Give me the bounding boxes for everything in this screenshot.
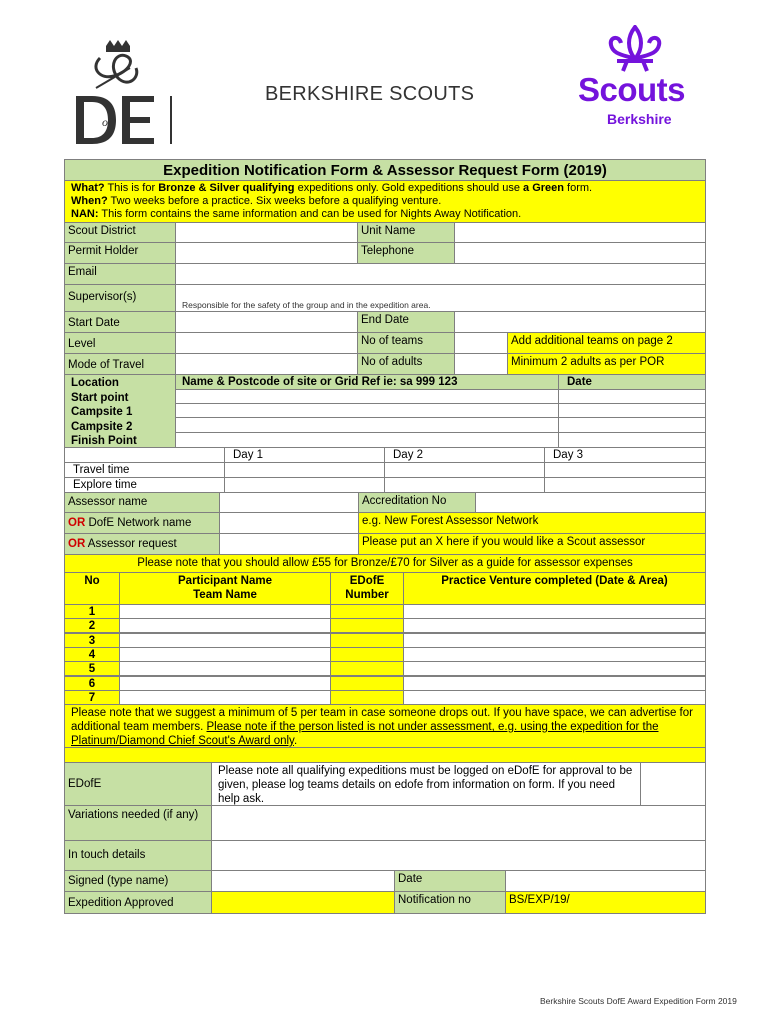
- participant-name-field[interactable]: [119, 604, 331, 619]
- assessor-request-text: Assessor request: [85, 538, 177, 550]
- what-bold: Bronze & Silver qualifying: [158, 182, 295, 194]
- approved-field[interactable]: [211, 891, 395, 914]
- dofe-crest-icon: [70, 38, 180, 148]
- what-label: What?: [71, 182, 105, 194]
- date-label: Date: [394, 870, 506, 892]
- location-header: [64, 374, 176, 448]
- no-of-teams-label: No of teams: [357, 332, 455, 354]
- email-field[interactable]: [175, 263, 706, 285]
- notification-no-label: Notification no: [394, 891, 506, 914]
- network-name-field[interactable]: [219, 512, 359, 534]
- explore-time-day-3[interactable]: [544, 477, 706, 493]
- what-text-1: This is for: [104, 182, 159, 194]
- permit-holder-label: Permit Holder: [64, 242, 176, 264]
- notification-no-field[interactable]: BS/EXP/19/: [505, 891, 706, 914]
- participant-number: 4: [64, 647, 120, 662]
- variations-label: Variations needed (if any): [64, 805, 212, 841]
- when-label: When?: [71, 195, 108, 207]
- footer-text: Berkshire Scouts DofE Award Expedition Form 2019: [540, 996, 737, 1006]
- participant-edofe-field[interactable]: [330, 690, 404, 705]
- team-note-underlined: Please note if the person listed is not under assessment, e.g. using the expedition for the Platinum/Diamond Chief Scout's Award only: [71, 721, 659, 747]
- edofe-number-header-2: Number: [345, 589, 389, 601]
- start-date-label: Start Date: [64, 311, 176, 333]
- location-name-header: Name & Postcode of site or Grid Ref ie: sa 999 123: [175, 374, 559, 390]
- edofe-note: Please note all qualifying expeditions must be logged on eDofE for approval to be given, please log teams details on edofe from information on form. If you need help ask.: [211, 762, 641, 806]
- network-name-label: [64, 512, 220, 534]
- approved-label: Expedition Approved: [64, 891, 212, 914]
- edofe-number-header-1: EDofE: [349, 575, 385, 587]
- scouts-logo-text: Scouts: [578, 71, 686, 108]
- finish-point-date-field[interactable]: [558, 432, 706, 448]
- nan-label: NAN:: [71, 208, 99, 220]
- scout-district-label: Scout District: [64, 222, 176, 243]
- participant-edofe-field[interactable]: [330, 633, 404, 648]
- practice-venture-header: Practice Venture completed (Date & Area): [403, 572, 706, 605]
- org-title: BERKSHIRE SCOUTS: [265, 83, 475, 105]
- assessor-name-field[interactable]: [219, 492, 359, 513]
- location-campsite-2: Campsite 2: [71, 420, 133, 433]
- end-date-field[interactable]: [454, 311, 706, 333]
- location-date-header: Date: [558, 374, 706, 390]
- explore-time-label: Explore time: [64, 477, 225, 493]
- participant-name-header: [119, 572, 331, 605]
- participant-name-field[interactable]: [119, 676, 331, 691]
- or-label-2: OR: [68, 538, 86, 550]
- signed-label: Signed (type name): [64, 870, 212, 892]
- day-2-header: Day 2: [384, 447, 545, 463]
- telephone-field[interactable]: [454, 242, 706, 264]
- location-col-title: Location: [71, 377, 119, 389]
- supervisors-label: Supervisor(s): [64, 284, 176, 312]
- participant-number: 2: [64, 618, 120, 633]
- campsite-1-name-field[interactable]: [175, 403, 559, 418]
- participant-practice-field[interactable]: [403, 661, 706, 676]
- in-touch-label: In touch details: [64, 840, 212, 871]
- in-touch-field[interactable]: [211, 840, 706, 871]
- participant-number: 3: [64, 633, 120, 648]
- travel-time-day-2[interactable]: [384, 462, 545, 478]
- location-start-point: Start point: [71, 391, 129, 404]
- edofe-label: EDofE: [64, 762, 212, 806]
- nan-text: This form contains the same information and can be used for Nights Away Notification.: [98, 208, 522, 220]
- assessor-name-label: Assessor name: [64, 492, 220, 513]
- participant-practice-field[interactable]: [403, 618, 706, 633]
- finish-point-name-field[interactable]: [175, 432, 559, 448]
- edofe-field[interactable]: [640, 762, 706, 806]
- permit-holder-field[interactable]: [175, 242, 358, 264]
- spacer-row: [64, 747, 706, 763]
- what-text-3: form.: [563, 182, 593, 194]
- start-point-date-field[interactable]: [558, 389, 706, 404]
- participant-name-header-2: Team Name: [193, 589, 257, 601]
- participant-name-field[interactable]: [119, 633, 331, 648]
- participant-edofe-field[interactable]: [330, 647, 404, 662]
- explore-time-day-2[interactable]: [384, 477, 545, 493]
- intro-nan: [71, 208, 699, 221]
- participant-name-header-1: Participant Name: [178, 575, 272, 587]
- edofe-number-header: [330, 572, 404, 605]
- assessor-request-label: [64, 533, 220, 555]
- scouts-logo: [575, 25, 710, 130]
- explore-time-day-1[interactable]: [224, 477, 385, 493]
- participant-number: 1: [64, 604, 120, 619]
- travel-time-day-3[interactable]: [544, 462, 706, 478]
- intro-what: [71, 182, 699, 195]
- team-note-text-2: .: [293, 735, 298, 747]
- day-1-header: Day 1: [224, 447, 385, 463]
- campsite-2-date-field[interactable]: [558, 417, 706, 433]
- telephone-label: Telephone: [357, 242, 455, 264]
- assessor-request-note: Please put an X here if you would like a Scout assessor: [358, 533, 706, 555]
- location-finish-point: Finish Point: [71, 435, 137, 447]
- svg-text:of: of: [102, 115, 112, 129]
- unit-name-label: Unit Name: [357, 222, 455, 243]
- mode-of-travel-label: Mode of Travel: [64, 353, 176, 375]
- participant-practice-field[interactable]: [403, 604, 706, 619]
- participant-practice-field[interactable]: [403, 647, 706, 662]
- network-example: e.g. New Forest Assessor Network: [358, 512, 706, 534]
- participant-name-field[interactable]: [119, 647, 331, 662]
- days-corner: [64, 447, 225, 463]
- participant-edofe-field[interactable]: [330, 604, 404, 619]
- accreditation-no-label: Accreditation No: [358, 492, 476, 513]
- start-point-name-field[interactable]: [175, 389, 559, 404]
- start-date-field[interactable]: [175, 311, 358, 333]
- no-of-adults-label: No of adults: [357, 353, 455, 375]
- assessor-fee-note: Please note that you should allow £55 for Bronze/£70 for Silver as a guide for assessor expenses: [64, 554, 706, 573]
- team-note-text-1: Please note that we suggest a minimum of 5 per team in case someone drops out. If you have space, we can advertise for additional team members.: [71, 707, 693, 733]
- team-note: [64, 704, 706, 748]
- date-field[interactable]: [505, 870, 706, 892]
- campsite-1-date-field[interactable]: [558, 403, 706, 418]
- participant-practice-field[interactable]: [403, 676, 706, 691]
- form-title: Expedition Notification Form & Assessor Request Form (2019): [64, 159, 706, 181]
- level-field[interactable]: [175, 332, 358, 354]
- variations-field[interactable]: [211, 805, 706, 841]
- travel-time-label: Travel time: [64, 462, 225, 478]
- dofe-logo: [70, 38, 180, 148]
- participant-edofe-field[interactable]: [330, 661, 404, 676]
- campsite-2-name-field[interactable]: [175, 417, 559, 433]
- intro-box: [64, 180, 706, 223]
- day-3-header: Day 3: [544, 447, 706, 463]
- participant-number: 5: [64, 661, 120, 676]
- network-name-text: DofE Network name: [85, 517, 192, 529]
- teams-note: Add additional teams on page 2: [507, 332, 706, 354]
- no-of-adults-field[interactable]: [454, 353, 508, 375]
- travel-time-day-1[interactable]: [224, 462, 385, 478]
- participant-edofe-field[interactable]: [330, 618, 404, 633]
- participant-name-field[interactable]: [119, 661, 331, 676]
- participant-edofe-field[interactable]: [330, 676, 404, 691]
- participant-name-field[interactable]: [119, 618, 331, 633]
- unit-name-field[interactable]: [454, 222, 706, 243]
- what-text-2: expeditions only. Gold expeditions should use: [294, 182, 524, 194]
- assessor-request-field[interactable]: [219, 533, 359, 555]
- scouts-logo-subtitle: Berkshire: [607, 111, 672, 127]
- intro-when: [71, 195, 699, 208]
- end-date-label: End Date: [357, 311, 455, 333]
- participant-practice-field[interactable]: [403, 633, 706, 648]
- participant-no-header: No: [64, 572, 120, 605]
- no-of-teams-field[interactable]: [454, 332, 508, 354]
- adults-note: Minimum 2 adults as per POR: [507, 353, 706, 375]
- when-text: Two weeks before a practice. Six weeks before a qualifying venture.: [107, 195, 442, 207]
- participant-name-field[interactable]: [119, 690, 331, 705]
- email-label: Email: [64, 263, 176, 285]
- supervisors-field[interactable]: [175, 284, 706, 312]
- mode-of-travel-field[interactable]: [175, 353, 358, 375]
- signed-field[interactable]: [211, 870, 395, 892]
- or-label-1: OR: [68, 517, 86, 529]
- level-label: Level: [64, 332, 176, 354]
- what-green: a Green: [523, 182, 564, 194]
- participant-number: 7: [64, 690, 120, 705]
- location-campsite-1: Campsite 1: [71, 406, 133, 418]
- participant-practice-field[interactable]: [403, 690, 706, 705]
- fleur-de-lis-icon: [575, 25, 710, 75]
- accreditation-no-field[interactable]: [475, 492, 706, 513]
- supervisors-note: Responsible for the safety of the group and in the expedition area.: [182, 300, 431, 310]
- scout-district-field[interactable]: [175, 222, 358, 243]
- participant-number: 6: [64, 676, 120, 691]
